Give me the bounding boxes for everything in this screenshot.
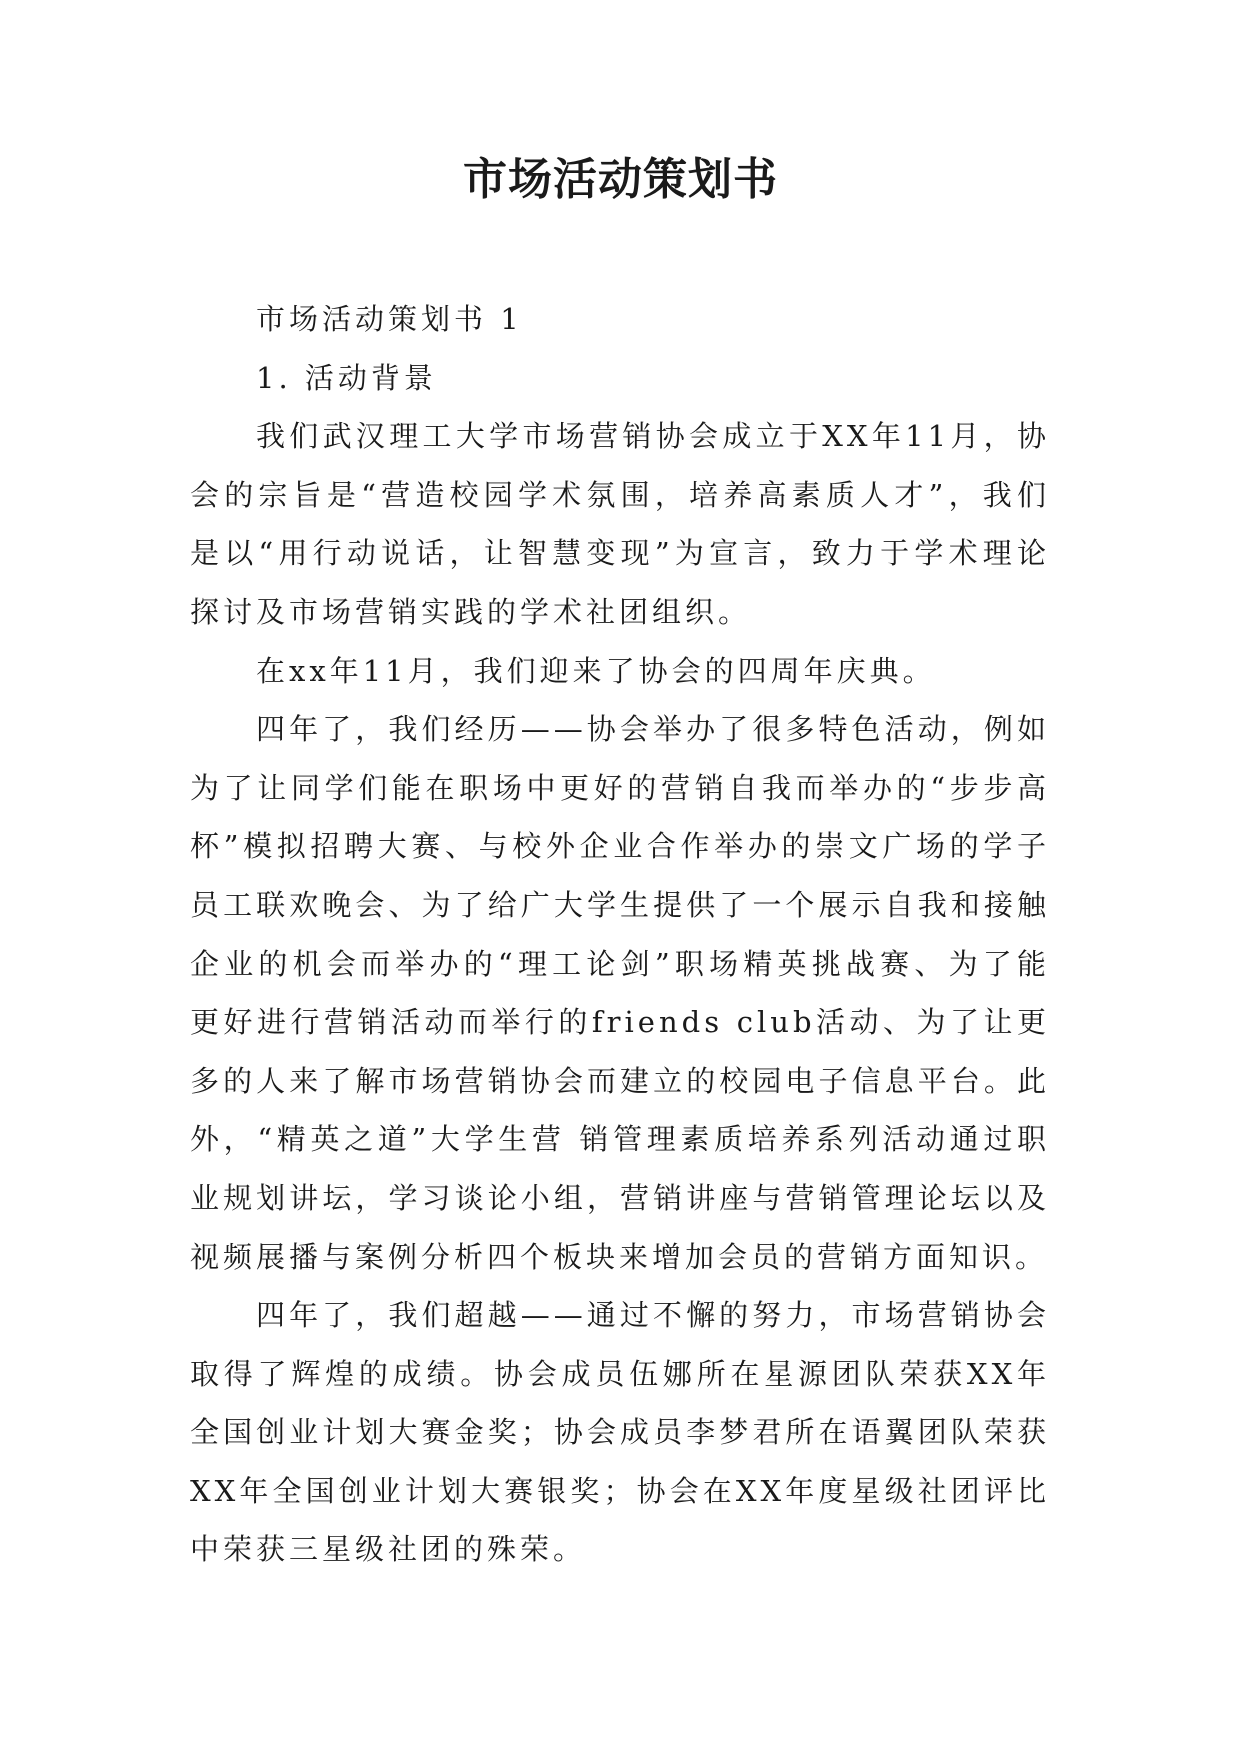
paragraph: 四年了，我们经历——协会举办了很多特色活动，例如为了让同学们能在职场中更好的营销自我而举办的“步步高杯”模拟招聘大赛、与校外企业合作举办的崇文广场的学子员工联欢晚会、为了给广大学生提供了一个展示自我和接触企业的机会而举办的“理工论剑”职场精英挑战赛、为了能更好进行营销活动而举行的friends club活动、为了让更多的人来了解市场营销协会而建立的校园电子信息平台。此外，“精英之道”大学生营 销管理素质培养系列活动通过职业规划讲坛，学习谈论小组，营销讲座与营销管理论坛以及视频展播与案例分析四个板块来增加会员的营销方面知识。 — [190, 712, 1050, 1274]
document-body — [190, 290, 1050, 1579]
section-heading: 市场活动策划书 1 — [256, 302, 523, 336]
paragraph: 四年了，我们超越——通过不懈的努力，市场营销协会取得了辉煌的成绩。协会成员伍娜所在星源团队荣获XX年全国创业计划大赛金奖；协会成员李梦君所在语翼团队荣获XX年全国创业计划大赛银奖；协会在XX年度星级社团评比中荣获三星级社团的殊荣。 — [190, 1298, 1050, 1567]
paragraph: 我们武汉理工大学市场营销协会成立于XX年11月，协会的宗旨是“营造校园学术氛围，培养高素质人才”，我们是以“用行动说话，让智慧变现”为宣言，致力于学术理论探讨及市场营销实践的学术社团组织。 — [190, 419, 1050, 629]
document-title: 市场活动策划书 — [463, 154, 778, 205]
subsection-heading: 1. 活动背景 — [256, 360, 437, 395]
paragraph: 在xx年11月，我们迎来了协会的四周年庆典。 — [256, 653, 936, 688]
